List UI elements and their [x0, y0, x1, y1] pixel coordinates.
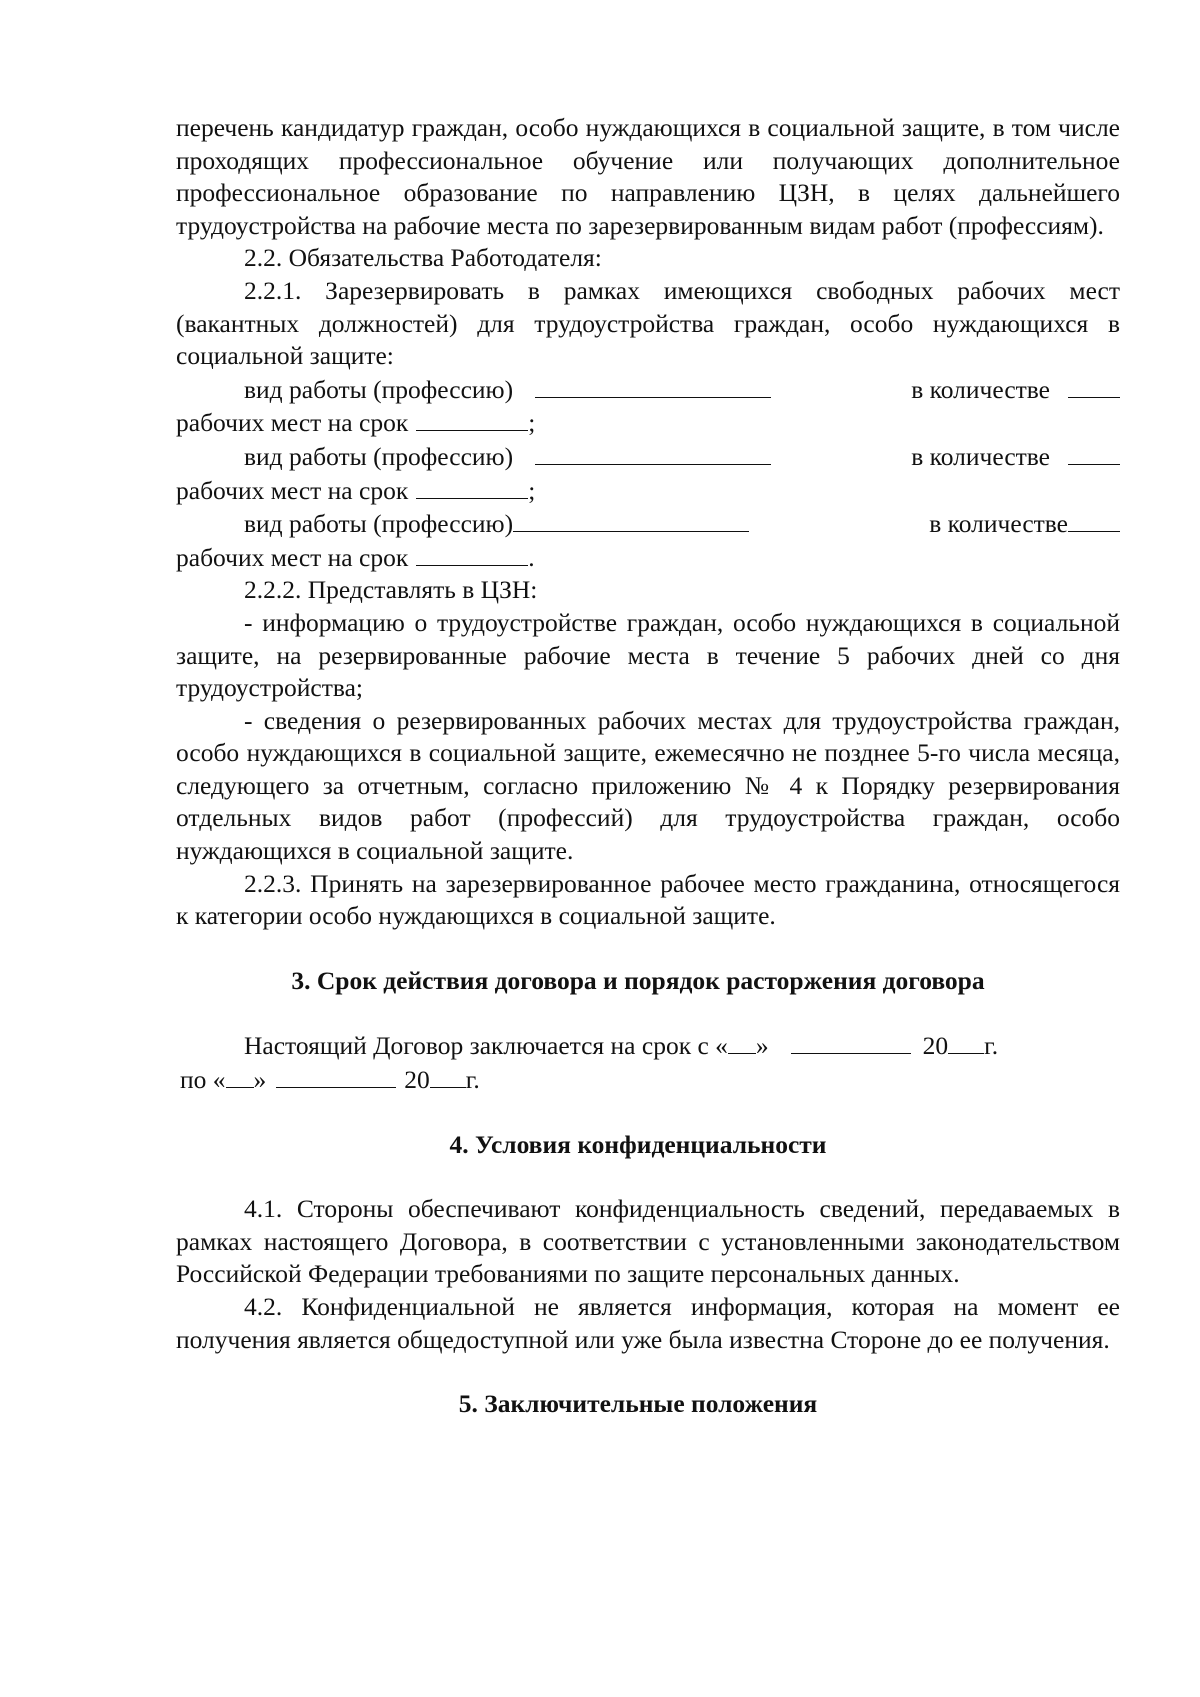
job-kind-label: вид работы (профессию) — [244, 509, 514, 539]
start-day-blank — [728, 1029, 756, 1054]
start-year-prefix: 20 — [922, 1031, 949, 1061]
job-kind-blank — [513, 507, 749, 532]
start-year-blank — [948, 1029, 984, 1054]
job-places-label: рабочих мест на срок — [176, 408, 409, 438]
job-kind-label: вид работы (профессию) — [244, 374, 514, 404]
start-year-suffix: г. — [984, 1031, 999, 1061]
job-qty-label: в количестве — [911, 374, 1050, 404]
job-qty-label: в количестве — [929, 509, 1068, 539]
section-3-heading: 3. Срок действия договора и порядок расторжения договора — [291, 965, 985, 995]
term-start-text: Настоящий Договор заключается на срок с « — [244, 1031, 728, 1061]
section-5-heading: 5. Заключительные положения — [458, 1389, 818, 1419]
end-month-blank — [276, 1063, 396, 1088]
end-year-prefix: 20 — [404, 1065, 430, 1095]
job-kind-blank — [535, 440, 771, 465]
bullet-reports: - сведения о резервированных рабочих местах для трудоустройства граждан, особо нуждающихся в социальной защите, ежемесячно не позднее 5-го числа месяца, следующего за отчетным, согласно приложению № 4 к Порядку резервирования отдельных видов работ (профессий) для трудоустройства граждан, особо нуждающихся в социальной защите. — [176, 705, 1120, 866]
item-2-2: 2.2. Обязательства Работодателя: — [244, 243, 602, 273]
end-day-blank — [226, 1063, 254, 1088]
job-qty-blank — [1068, 440, 1120, 465]
job-row-end: . — [528, 542, 535, 572]
job-row-end: ; — [528, 408, 536, 438]
job-row-3 — [176, 507, 1120, 574]
job-places-label: рабочих мест на срок — [176, 475, 409, 505]
item-4-1: 4.1. Стороны обеспечивают конфиденциальность сведений, передаваемых в рамках настоящего Договора, в соответствии с установленными законодательством Российской Федерации требованиями по защите персональных данных. — [176, 1194, 1120, 1289]
job-row-end: ; — [528, 475, 536, 505]
item-2-2-2: 2.2.2. Представлять в ЦЗН: — [244, 575, 538, 605]
contract-term — [176, 1029, 1120, 1096]
start-month-blank — [791, 1029, 911, 1054]
quote-close: » — [253, 1065, 267, 1095]
bullet-info: - информацию о трудоустройстве граждан, особо нуждающихся в социальной защите, на резервированные рабочие места в течение 5 рабочих дней со дня трудоустройства; — [176, 607, 1120, 703]
item-2-2-3: 2.2.3. Принять на зарезервированное рабочее место гражданина, относящегося к категории особо нуждающихся в социальной защите. — [176, 868, 1120, 931]
job-qty-label: в количестве — [911, 441, 1050, 471]
term-end-prefix: по « — [180, 1065, 226, 1095]
section-4-heading: 4. Условия конфиденциальности — [449, 1129, 827, 1159]
job-places-label: рабочих мест на срок — [176, 542, 409, 572]
item-4-2: 4.2. Конфиденциальной не является информация, которая на момент ее получения является общедоступной или уже была известна Стороне до ее получения. — [176, 1292, 1120, 1354]
item-2-2-1: 2.2.1. Зарезервировать в рамках имеющихся свободных рабочих мест (вакантных должностей) для трудоустройства граждан, особо нуждающихся в социальной защите: — [176, 275, 1120, 371]
quote-close: » — [755, 1031, 769, 1061]
end-year-blank — [430, 1063, 466, 1088]
job-kind-label: вид работы (профессию) — [244, 441, 514, 471]
job-term-blank — [416, 474, 528, 499]
job-qty-blank — [1068, 507, 1120, 532]
job-term-blank — [416, 406, 528, 431]
job-kind-blank — [535, 373, 771, 398]
job-qty-blank — [1068, 373, 1120, 398]
job-term-blank — [416, 541, 528, 566]
job-row-2 — [176, 440, 1120, 507]
intro-paragraph: перечень кандидатур граждан, особо нуждающихся в социальной защите, в том числе проходящих профессиональное обучение или получающих дополнительное профессиональное образование по направлению ЦЗН, в целях дальнейшего трудоустройства на рабочие места по зарезервированным видам работ (профессиям). — [176, 113, 1120, 240]
end-year-suffix: г. — [465, 1065, 480, 1095]
job-row-1 — [176, 373, 1120, 440]
